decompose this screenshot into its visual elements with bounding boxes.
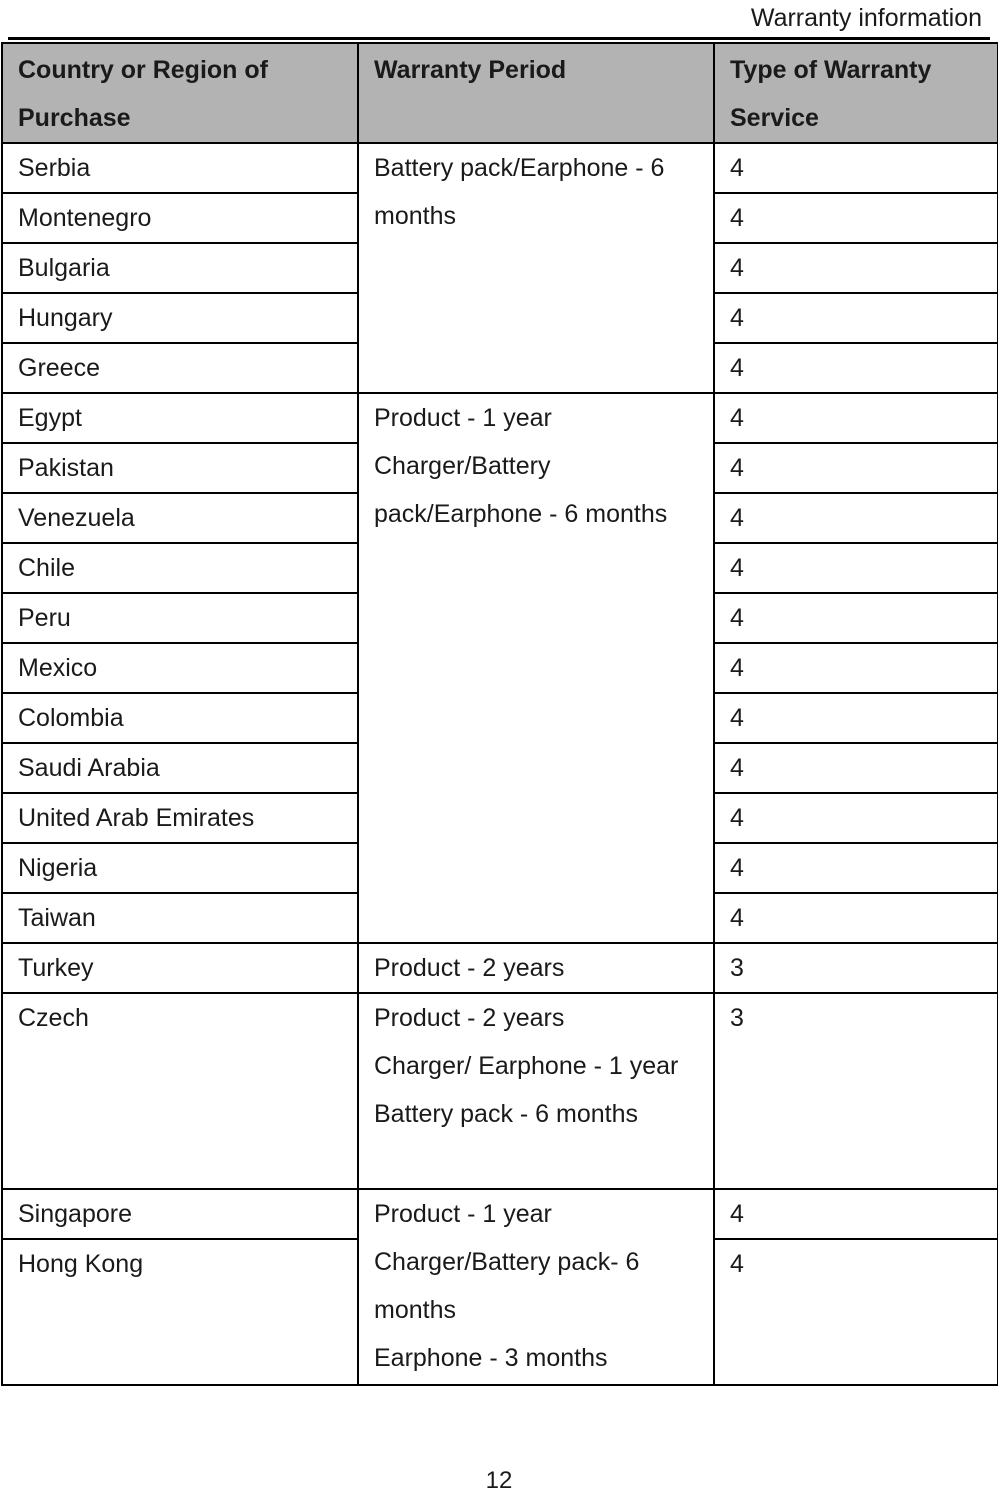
warranty-period-cell (358, 143, 714, 393)
country-cell: Venezuela (2, 493, 358, 543)
warranty-period-line: Product - 1 year (374, 404, 552, 432)
service-type-cell: 4 (714, 1189, 998, 1239)
warranty-period-line: Battery pack/Earphone - 6 months (374, 154, 665, 230)
warranty-table (1, 42, 998, 1386)
column-header-country: Country or Region of Purchase (2, 43, 358, 143)
warranty-period-line: Product - 1 year (374, 1200, 552, 1228)
country-cell: Egypt (2, 393, 358, 443)
service-type-cell: 4 (714, 293, 998, 343)
table-row (2, 143, 998, 193)
warranty-period-cell (358, 993, 714, 1189)
column-header-service-type: Type of Warranty Service (714, 43, 998, 143)
country-cell: United Arab Emirates (2, 793, 358, 843)
warranty-period-cell (358, 943, 714, 993)
service-type-cell: 4 (714, 543, 998, 593)
country-cell: Serbia (2, 143, 358, 193)
column-header-period: Warranty Period (358, 43, 714, 143)
table-row (2, 1189, 998, 1239)
country-cell: Saudi Arabia (2, 743, 358, 793)
service-type-cell: 4 (714, 793, 998, 843)
service-type-cell: 4 (714, 243, 998, 293)
country-cell: Greece (2, 343, 358, 393)
service-type-cell: 4 (714, 443, 998, 493)
table-row (2, 943, 998, 993)
service-type-cell: 4 (714, 193, 998, 243)
country-cell: Colombia (2, 693, 358, 743)
country-cell: Mexico (2, 643, 358, 693)
warranty-period-cell (358, 1189, 714, 1385)
service-type-cell: 4 (714, 743, 998, 793)
page-number: 12 (485, 1467, 513, 1494)
country-cell: Hungary (2, 293, 358, 343)
table-row (2, 993, 998, 1189)
country-cell: Montenegro (2, 193, 358, 243)
warranty-period-line: Product - 2 years (374, 1004, 565, 1032)
country-cell: Taiwan (2, 893, 358, 943)
country-cell: Czech (2, 993, 358, 1189)
warranty-period-line: Charger/ Earphone - 1 year (374, 1052, 679, 1080)
country-cell: Hong Kong (2, 1239, 358, 1385)
warranty-period-line: Product - 2 years (374, 954, 565, 982)
warranty-period-line: Charger/Battery pack/Earphone - 6 months (374, 452, 668, 528)
page-header-label: Warranty information (750, 4, 982, 32)
warranty-period-line: Battery pack - 6 months (374, 1100, 639, 1128)
service-type-cell: 3 (714, 993, 998, 1189)
warranty-period-line: Earphone - 3 months (374, 1344, 608, 1372)
header-rule (8, 37, 990, 40)
table-header (2, 43, 998, 143)
warranty-period-cell (358, 393, 714, 943)
service-type-cell: 4 (714, 593, 998, 643)
header-row (2, 43, 998, 143)
country-cell: Peru (2, 593, 358, 643)
service-type-cell: 4 (714, 693, 998, 743)
service-type-cell: 4 (714, 843, 998, 893)
table-row (2, 393, 998, 443)
service-type-cell: 4 (714, 1239, 998, 1385)
country-cell: Pakistan (2, 443, 358, 493)
country-cell: Singapore (2, 1189, 358, 1239)
service-type-cell: 4 (714, 493, 998, 543)
country-cell: Bulgaria (2, 243, 358, 293)
country-cell: Chile (2, 543, 358, 593)
service-type-cell: 4 (714, 143, 998, 193)
service-type-cell: 4 (714, 343, 998, 393)
service-type-cell: 3 (714, 943, 998, 993)
service-type-cell: 4 (714, 893, 998, 943)
country-cell: Turkey (2, 943, 358, 993)
table-body (2, 143, 998, 1385)
warranty-period-line: Charger/Battery pack- 6 months (374, 1248, 640, 1324)
service-type-cell: 4 (714, 643, 998, 693)
country-cell: Nigeria (2, 843, 358, 893)
service-type-cell: 4 (714, 393, 998, 443)
